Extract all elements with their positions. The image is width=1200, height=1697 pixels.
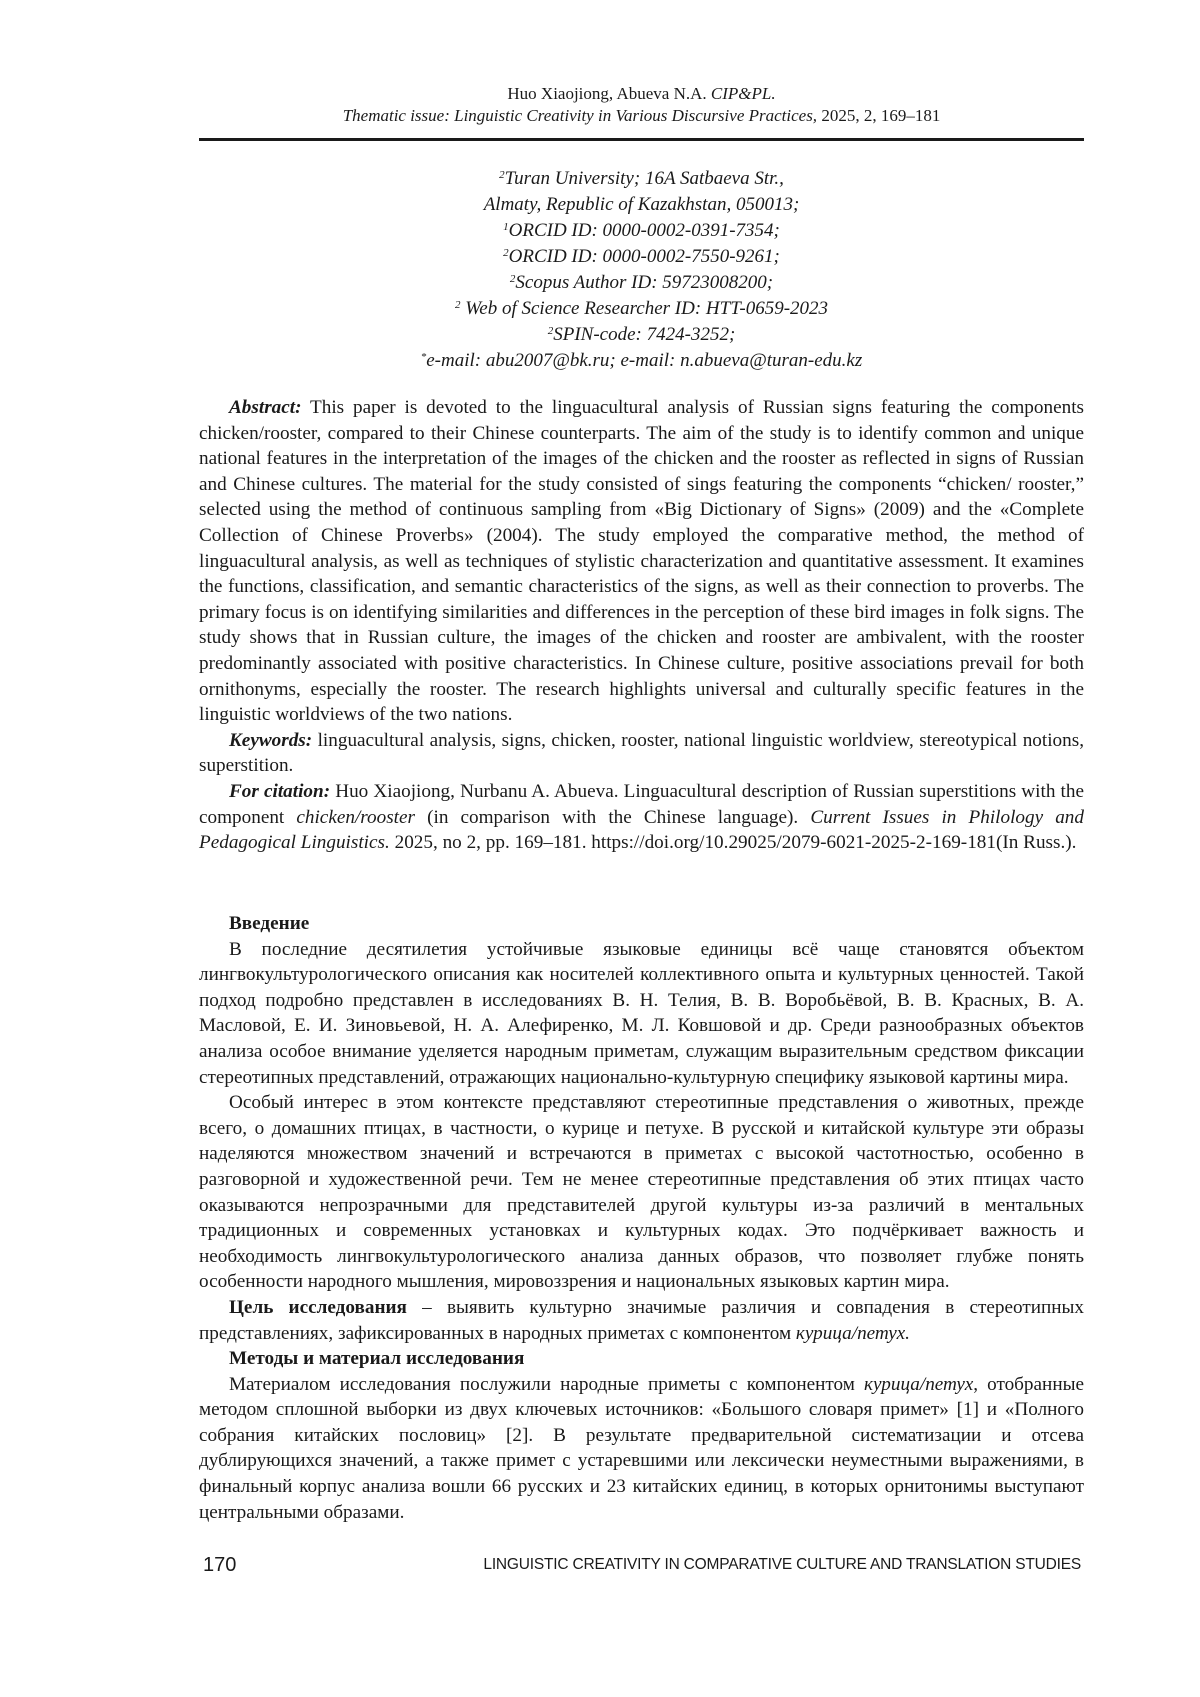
body-paragraph: Особый интерес в этом контексте представляют стереотипные представления о животных, прежде всего, о домашних птицах, в частности, о курице и петухе. В русской и китайской культуре эти образы наделяются множеством значений и встречаются в приметах с высокой частотностью, особенно в разговорной и художественной речи. Тем не менее стереотипные представления об этих птицах часто оказываются непрозрачными для представителей другой культуры из-за различий в ментальных традиционных и современных установках и культурных кодах. Это подчёркивает важность и необходимость лингвокультурологического анализа данных образов, что позволяет глубже понять особенности народного мышления, мировоззрения и национальных языковых картин мира. bbox=[199, 1092, 1084, 1293]
orcid-line bbox=[199, 218, 1084, 244]
affiliation-sup: 2 bbox=[499, 169, 505, 181]
affiliation-text: ORCID ID: 0000-0002-0391-7354; bbox=[508, 220, 780, 241]
affiliation-line bbox=[199, 166, 1084, 192]
running-head-line-1 bbox=[199, 83, 1084, 105]
introduction-section bbox=[199, 911, 1084, 1525]
affiliation-text: SPIN-code: 7424-3252; bbox=[553, 324, 736, 345]
header-issue-pages: 2025, 2, 169–181 bbox=[817, 106, 941, 125]
abstract-paragraph bbox=[199, 395, 1084, 728]
affiliation-sup: 2 bbox=[547, 325, 554, 337]
citation-text: Huo Xiaojiong, Nurbanu A. Abueva. Linguacultural description of Russian superstitions with the component bbox=[199, 780, 1084, 828]
header-journal-abbrev: CIP&PL. bbox=[710, 84, 776, 103]
citation-label: For citation: bbox=[229, 780, 331, 802]
keywords-paragraph bbox=[199, 728, 1084, 779]
affiliation-text: Web of Science Researcher ID: HTT-0659-2023 bbox=[460, 298, 829, 319]
keywords-text: linguacultural analysis, signs, chicken, rooster, national linguistic worldview, stereotypical notions, superstition. bbox=[199, 729, 1084, 777]
abstract-section bbox=[199, 395, 1084, 856]
goal-paragraph bbox=[199, 1295, 1084, 1346]
keywords-label: Keywords: bbox=[229, 729, 313, 751]
citation-text: (in comparison with the Chinese language). bbox=[415, 806, 811, 828]
abstract-text: This paper is devoted to the linguacultural analysis of Russian signs featuring the components chicken/rooster, compared to their Chinese counterparts. The aim of the study is to identify common and unique national features in the interpretation of the images of the chicken and the rooster as reflected in signs of Russian and Chinese cultures. The material for the study consisted of sings featuring the components “chicken/ rooster,” selected using the method of continuous sampling from «Big Dictionary of Signs» (2009) and the «Complete Collection of Chinese Proverbs» (2004). The study employed the comparative method, the method of linguacultural analysis, as well as techniques of stylistic characterization and quantitative assessment. It examines the functions, classification, and semantic characteristics of the signs, as well as their connection to proverbs. The primary focus is on identifying similarities and differences in the perception of these bird images in folk signs. The study shows that in Russian culture, the images of the chicken and rooster are ambivalent, with the rooster predominantly associated with positive characteristics. In Chinese culture, positive associations prevail for both ornithonyms, especially the rooster. The research highlights universal and culturally specific features in the linguistic worldviews of the two nations. bbox=[199, 397, 1084, 726]
wos-line bbox=[199, 296, 1084, 322]
email-line bbox=[199, 348, 1084, 374]
citation-paragraph bbox=[199, 779, 1084, 856]
goal-label: Цель исследования bbox=[229, 1296, 407, 1318]
footer-section-title: LINGUISTIC CREATIVITY IN COMPARATIVE CULTURE AND TRANSLATION STUDIES bbox=[483, 1556, 1081, 1573]
affiliation-sup: 2 bbox=[454, 299, 461, 311]
goal-italic: курица/петух. bbox=[795, 1322, 910, 1344]
header-divider bbox=[199, 138, 1084, 141]
body-paragraph bbox=[199, 1372, 1084, 1526]
page-number: 170 bbox=[203, 1554, 237, 1576]
goal-text: – выявить культурно значимые различия и совпадения в стереотипных представлениях, зафиксированных в народных приметах с компонентом bbox=[199, 1296, 1084, 1344]
body-paragraph: В последние десятилетия устойчивые языковые единицы всё чаще становятся объектом лингвокультурологического описания как носителей коллективного опыта и культурных ценностей. Такой подход подробно представлен в исследованиях В. Н. Телия, В. В. Воробьёвой, В. В. Красных, В. А. Масловой, Е. И. Зиновьевой, Н. А. Алефиренко, М. Л. Ковшовой и др. Среди разнообразных объектов анализа особое внимание уделяется народным приметам, служащим выразительным средством фиксации стереотипных представлений, отражающих национально-культурную специфику языковой картины мира. bbox=[199, 938, 1084, 1088]
affiliation-sup: 2 bbox=[509, 273, 516, 285]
citation-italic-component: chicken/rooster bbox=[296, 806, 415, 828]
methods-italic: курица/петух bbox=[864, 1373, 974, 1395]
section-heading-methods: Методы и материал исследования bbox=[229, 1348, 525, 1370]
affiliation-sup: 2 bbox=[503, 247, 509, 259]
orcid-line bbox=[199, 244, 1084, 270]
affiliation-text: e-mail: abu2007@bk.ru; e-mail: n.abueva@turan-edu.kz bbox=[426, 350, 863, 371]
section-heading-introduction: Введение bbox=[229, 913, 310, 934]
citation-journal: Current Issues in Philology and Pedagogical Linguistics. bbox=[199, 806, 1084, 854]
abstract-label: Abstract: bbox=[229, 397, 302, 418]
affiliation-sup: * bbox=[420, 351, 427, 363]
methods-text: , отобранные методом сплошной выборки из двух ключевых источников: «Большого словаря примет» [1] и «Полного собрания китайских пословиц» [2]. В результате предварительной систематизации и отсева дублирующихся значений, а также примет с устаревшими или лексически неуместными выражениями, в финальный корпус анализа вошли 66 русских и 23 китайских единиц, в которых орнитонимы выступают центральными образами. bbox=[199, 1373, 1084, 1523]
affiliation-text: Almaty, Republic of Kazakhstan, 050013; bbox=[483, 194, 800, 215]
methods-text: Материалом исследования послужили народные приметы с компонентом bbox=[229, 1373, 865, 1395]
scopus-line bbox=[199, 270, 1084, 296]
affiliation-line bbox=[199, 192, 1084, 218]
affiliation-sup: 1 bbox=[503, 221, 509, 233]
header-authors: Huo Xiaojiong, Abueva N.A. bbox=[507, 84, 711, 103]
affiliation-block bbox=[199, 166, 1084, 374]
citation-doi: 2025, no 2, pp. 169–181. https://doi.org/10.29025/2079-6021-2025-2-169-181(In Russ.). bbox=[389, 832, 1077, 854]
header-thematic-issue: Thematic issue: Linguistic Creativity in Various Discursive Practices, bbox=[342, 106, 818, 125]
affiliation-text: Scopus Author ID: 59723008200; bbox=[515, 272, 774, 293]
running-head-line-2 bbox=[199, 105, 1084, 127]
spin-line bbox=[199, 322, 1084, 348]
affiliation-text: Turan University; 16A Satbaeva Str., bbox=[504, 168, 784, 189]
affiliation-text: ORCID ID: 0000-0002-7550-9261; bbox=[508, 246, 780, 267]
running-head bbox=[199, 83, 1084, 127]
